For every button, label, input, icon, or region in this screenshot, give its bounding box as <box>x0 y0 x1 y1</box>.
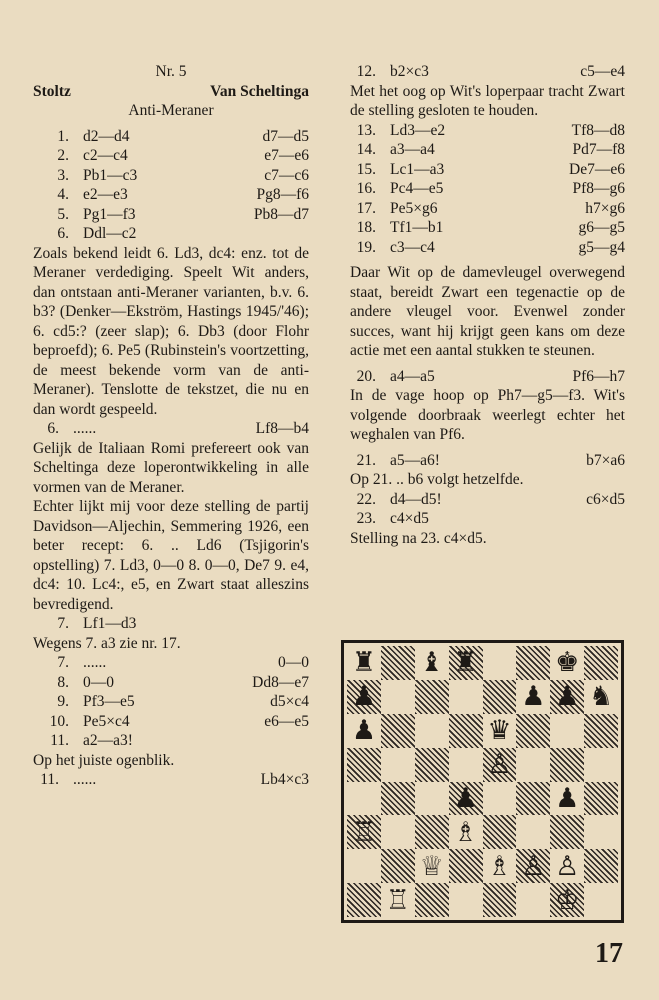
move-row: 4. e2—e3 Pg8—f6 <box>57 186 309 203</box>
chess-piece-icon: ♟ <box>351 715 377 747</box>
square-h2 <box>584 849 618 883</box>
square-f5 <box>516 748 550 782</box>
square-d8 <box>449 646 483 680</box>
square-g6 <box>550 714 584 748</box>
commentary-paragraph: Wegens 7. a3 zie nr. 17. <box>33 634 181 652</box>
move-row: 11. a2—a3! <box>50 732 133 749</box>
square-c6 <box>415 714 449 748</box>
move-row: 15. Lc1—a3 De7—e6 <box>356 160 625 178</box>
move-row: 22. d4—d5! c6×d5 <box>356 490 625 508</box>
square-a6 <box>347 714 381 748</box>
move-row: 19. c3—c4 g5—g4 <box>356 238 625 256</box>
square-a3 <box>347 815 381 849</box>
game-number: Nr. 5 <box>155 63 187 80</box>
chess-piece-icon: ♚ <box>555 647 580 679</box>
move-row: 7. Lf1—d3 <box>57 615 137 632</box>
square-f4 <box>516 782 550 816</box>
square-f3 <box>516 815 550 849</box>
square-e1 <box>483 883 517 917</box>
chess-piece-icon: ♙ <box>487 749 512 781</box>
square-g2 <box>550 849 584 883</box>
move-row: 11. ...... Lb4×c3 <box>40 771 309 788</box>
move-row: 21. a5—a6! b7×a6 <box>356 451 625 469</box>
move-row: 10. Pe5×c4 e6—e5 <box>49 712 309 730</box>
square-b5 <box>381 748 415 782</box>
move-row: 18. Tf1—b1 g6—g5 <box>356 219 625 236</box>
move-row: 8. 0—0 Dd8—e7 <box>57 673 309 691</box>
commentary-paragraph: Echter lijkt mij voor deze stelling de partij Davidson—Aljechin, Semmering 1926, een beter recept: 6. .. Ld6 (Tsjigorin's opstelling) 7. Ld3, 0—0 8. 0—0, De7 9. e4, dc4: 10. Lc4:, e5, en Zwart staat alleszins bevredigend. <box>33 498 309 613</box>
diagram-caption: Stelling na 23. c4×d5. <box>350 529 487 547</box>
players-line <box>33 82 309 102</box>
move-row: 7. ...... 0—0 <box>57 654 309 671</box>
square-h5 <box>584 748 618 782</box>
chess-piece-icon: ♟ <box>555 782 580 814</box>
move-row: 12. b2×c3 c5—e4 <box>356 63 625 80</box>
chess-piece-icon: ♝ <box>419 647 444 679</box>
square-h6 <box>584 714 618 748</box>
commentary-paragraph: Op 21. .. b6 volgt hetzelfde. <box>350 471 524 488</box>
square-b3 <box>381 815 415 849</box>
square-d1 <box>449 883 483 917</box>
square-e8 <box>483 646 517 680</box>
black-player: Van Scheltinga <box>210 82 309 100</box>
square-c7 <box>415 680 449 714</box>
move-row: 16. Pc4—e5 Pf8—g6 <box>356 180 625 197</box>
move-row: 5. Pg1—f3 Pb8—d7 <box>57 205 309 223</box>
white-player: Stoltz <box>33 82 71 100</box>
square-h7 <box>584 680 618 714</box>
square-f2 <box>516 849 550 883</box>
move-row: 20. a4—a5 Pf6—h7 <box>356 367 625 385</box>
square-e3 <box>483 815 517 849</box>
square-h1 <box>584 883 618 917</box>
square-c8 <box>415 646 449 680</box>
move-row: 17. Pe5×g6 h7×g6 <box>356 199 625 217</box>
square-g8 <box>550 646 584 680</box>
chess-piece-icon: ♔ <box>555 884 580 916</box>
square-a5 <box>347 748 381 782</box>
chess-piece-icon: ♙ <box>521 850 546 882</box>
move-row: 6. ...... Lf8—b4 <box>47 420 309 437</box>
moves-list-3 <box>350 121 625 258</box>
square-d5 <box>449 748 483 782</box>
move-row: 14. a3—a4 Pd7—f8 <box>356 141 625 158</box>
chess-piece-icon: ♖ <box>351 816 377 848</box>
square-d3 <box>449 815 483 849</box>
chess-piece-icon: ♙ <box>555 850 580 882</box>
commentary-paragraph: Zoals bekend leidt 6. Ld3, dc4: enz. tot de Meraner verdediging. Speelt Wit anders, dan ontstaan anti-Meraner varianten, b.v. 6. b3? (Denker—Ekström, Hastings 1945/'46); 6. cd5:? (zeer slap); 6. Db3 (door Flohr beproefd); 6. Pe5 (Rubinstein's voortzetting, de meest bekende vorm van de anti-Meraner). Tenslotte de tekstzet, die nu en dan wordt gespeeld. <box>33 244 309 418</box>
square-d2 <box>449 849 483 883</box>
square-a2 <box>347 849 381 883</box>
move-row: 13. Ld3—e2 Tf8—d8 <box>356 121 625 139</box>
commentary-paragraph: Met het oog op Wit's loperpaar tracht Zwart de stelling gesloten te houden. <box>350 82 625 119</box>
commentary-paragraph: In de vage hoop op Ph7—g5—f3. Wit's volgende doorbraak weerlegt echter het weghalen van Pf6. <box>350 387 625 443</box>
move-row: 6. Ddl—c2 <box>57 225 137 242</box>
square-h3 <box>584 815 618 849</box>
square-e7 <box>483 680 517 714</box>
square-a1 <box>347 883 381 917</box>
moves-list-2 <box>33 653 309 751</box>
move-row: 3. Pb1—c3 c7—c6 <box>57 166 309 184</box>
chess-piece-icon: ♟ <box>351 681 377 713</box>
move-row: 1. d2—d4 d7—d5 <box>57 127 309 145</box>
square-b4 <box>381 782 415 816</box>
square-b7 <box>381 680 415 714</box>
square-a8 <box>347 646 381 680</box>
moves-list-1 <box>33 127 309 244</box>
chess-piece-icon: ♛ <box>487 715 512 747</box>
square-e4 <box>483 782 517 816</box>
square-b1 <box>381 883 415 917</box>
square-e6 <box>483 714 517 748</box>
square-f6 <box>516 714 550 748</box>
move-row: 23. c4×d5 <box>356 510 429 527</box>
square-a7 <box>347 680 381 714</box>
chess-piece-icon: ♜ <box>453 647 478 679</box>
chess-piece-icon: ♟ <box>521 681 546 713</box>
chess-piece-icon: ♜ <box>351 647 377 679</box>
square-d7 <box>449 680 483 714</box>
square-g1 <box>550 883 584 917</box>
chess-piece-icon: ♟ <box>453 782 478 814</box>
move-row: 9. Pf3—e5 d5×c4 <box>57 693 309 710</box>
square-c5 <box>415 748 449 782</box>
square-g7 <box>550 680 584 714</box>
square-c2 <box>415 849 449 883</box>
right-column <box>350 62 625 548</box>
square-e5 <box>483 748 517 782</box>
square-f7 <box>516 680 550 714</box>
square-b8 <box>381 646 415 680</box>
square-d6 <box>449 714 483 748</box>
left-column <box>33 62 309 790</box>
square-f1 <box>516 883 550 917</box>
opening-name: Anti-Meraner <box>128 102 214 119</box>
chess-diagram <box>341 640 624 923</box>
square-f8 <box>516 646 550 680</box>
square-d4 <box>449 782 483 816</box>
chess-piece-icon: ♗ <box>487 850 512 882</box>
commentary-paragraph: Gelijk de Italiaan Romi prefereert ook van Scheltinga deze loperontwikkeling in alle vormen van de Meraner. <box>33 439 309 496</box>
commentary-paragraph: Op het juiste ogenblik. <box>33 751 175 769</box>
move-row: 2. c2—c4 e7—e6 <box>57 147 309 164</box>
commentary-paragraph: Daar Wit op de damevleugel overwegend staat, bereidt Zwart een tegenactie op de andere vleugel voor. Evenwel zonder succes, want hij krijgt geen kans om deze actie met een aantal stukken te steunen. <box>350 264 625 359</box>
chess-piece-icon: ♞ <box>588 681 614 713</box>
square-c1 <box>415 883 449 917</box>
chess-piece-icon: ♗ <box>453 816 478 848</box>
square-h8 <box>584 646 618 680</box>
chess-piece-icon: ♕ <box>419 850 444 882</box>
chess-piece-icon: ♖ <box>385 884 410 916</box>
square-g5 <box>550 748 584 782</box>
square-e2 <box>483 849 517 883</box>
square-c4 <box>415 782 449 816</box>
page-number: 17 <box>595 938 623 969</box>
square-b6 <box>381 714 415 748</box>
chess-piece-icon: ♟ <box>555 681 580 713</box>
square-h4 <box>584 782 618 816</box>
square-b2 <box>381 849 415 883</box>
square-g3 <box>550 815 584 849</box>
square-g4 <box>550 782 584 816</box>
square-c3 <box>415 815 449 849</box>
square-a4 <box>347 782 381 816</box>
